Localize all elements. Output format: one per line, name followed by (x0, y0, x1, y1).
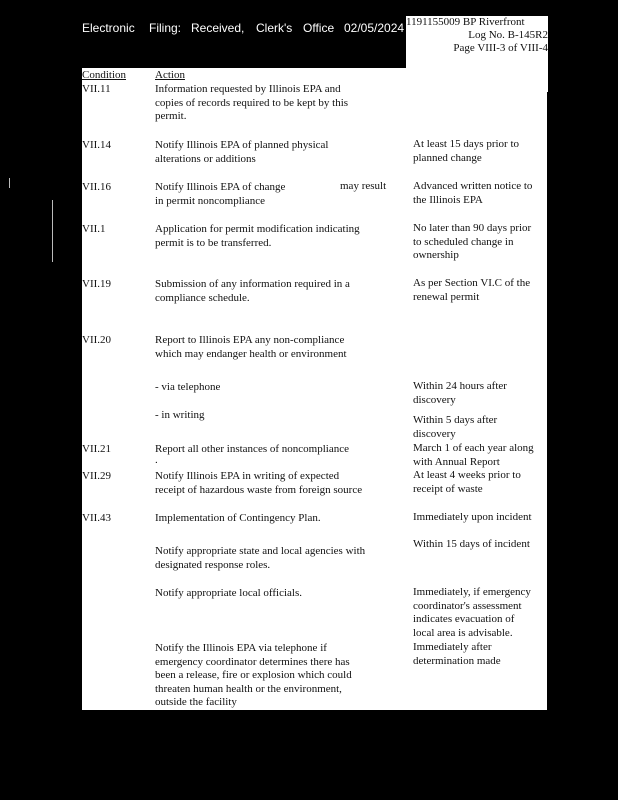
row-due-line: Immediately after (413, 641, 492, 653)
row-due-line: indicates evacuation of (413, 613, 515, 625)
row-action-line: been a release, fire or explosion which could (155, 669, 352, 681)
banner-word: Office (303, 21, 335, 35)
row-condition: VII.11 (82, 83, 111, 95)
row-condition: VII.16 (82, 181, 112, 193)
row-action-line: Notify appropriate local officials. (155, 587, 303, 599)
row-action-line: Notify Illinois EPA in writing of expected (155, 470, 340, 482)
banner-word: Received, (191, 21, 245, 35)
row-action-line: Submission of any information required in a (155, 278, 350, 290)
row-action-line: Application for permit modification indicating (155, 223, 360, 235)
row-condition: VII.43 (82, 512, 112, 524)
row-due-line: ownership (413, 249, 459, 261)
row-action-line: Notify Illinois EPA of planned physical (155, 139, 329, 151)
row-due-line: Advanced written notice to (413, 180, 533, 192)
row-action-line: which may endanger health or environment (155, 347, 347, 360)
banner-date: 02/05/2024 (344, 21, 405, 35)
row-due-line: coordinator's assessment (413, 599, 522, 612)
row-condition: VII.19 (82, 278, 112, 290)
row-action-line: Notify appropriate state and local agencies with (155, 545, 366, 557)
document-header (406, 16, 548, 92)
electronic-filing-banner (0, 0, 410, 68)
column-header-condition: Condition (82, 69, 127, 81)
row-action-line: Report to Illinois EPA any non-compliance (155, 334, 345, 346)
row-action-line: receipt of hazardous waste from foreign source (155, 483, 363, 496)
row-due-line: to scheduled change in (413, 235, 514, 248)
row-due-line: Immediately, if emergency (413, 586, 531, 598)
row-action-line: emergency coordinator determines there has (155, 655, 350, 668)
row-due-line: No later than 90 days prior (413, 222, 532, 234)
row-action-line: permit. (155, 110, 187, 122)
row-action-line: permit is to be transferred. (155, 236, 272, 249)
row-action-line: in permit noncompliance (155, 194, 265, 207)
row-action-line: designated response roles. (155, 558, 271, 571)
row-due-line: At least 15 days prior to (413, 138, 520, 150)
document-page (82, 68, 547, 710)
scan-artifact-left-small (9, 178, 10, 188)
row-action-line: may result (340, 180, 387, 192)
row-action-line: threaten human health or the environment, (155, 682, 342, 695)
row-due-line: As per Section VI.C of the (413, 277, 531, 289)
row-due-line: local area is advisable. (413, 626, 513, 639)
row-action-line: compliance schedule. (155, 291, 250, 304)
row-due-line: the Illinois EPA (413, 193, 483, 206)
row-due-line: Within 5 days after (413, 414, 498, 426)
row-due-line: Within 15 days of incident (413, 538, 530, 550)
row-due-line: with Annual Report (413, 455, 500, 468)
row-action-line: copies of records required to be kept by this (155, 96, 349, 109)
row-condition: VII.20 (82, 334, 112, 346)
column-header-action: Action (155, 69, 185, 81)
header-page-number: Page VIII-3 of VIII-4 (453, 42, 548, 54)
banner-word: Clerk's (256, 21, 293, 35)
row-due-line: Immediately upon incident (413, 511, 532, 523)
banner-word: Electronic (82, 21, 135, 35)
row-condition: VII.21 (82, 443, 112, 455)
row-action-line: - in writing (155, 409, 205, 421)
row-action-line: . (155, 454, 158, 466)
header-log-number: Log No. B-145R2 (468, 29, 548, 41)
row-due-line: determination made (413, 654, 501, 667)
row-due-line: renewal permit (413, 290, 480, 303)
row-action-line: Information requested by Illinois EPA and (155, 83, 341, 95)
row-condition: VII.1 (82, 223, 106, 235)
row-due-line: Within 24 hours after (413, 380, 507, 392)
row-action-line: Report all other instances of noncompliance (155, 443, 349, 455)
row-action-line: - via telephone (155, 381, 221, 393)
row-action-line: Notify the Illinois EPA via telephone if (155, 642, 327, 654)
row-action-line: outside the facility (155, 696, 237, 708)
header-id-line: 1191155009 BP Riverfront (406, 16, 525, 28)
row-action-line: Notify Illinois EPA of change (155, 181, 286, 193)
banner-word: Filing: (149, 21, 182, 35)
row-due-line: receipt of waste (413, 482, 483, 495)
row-due-line: discovery (413, 427, 456, 440)
row-due-line: discovery (413, 393, 456, 406)
row-due-line: At least 4 weeks prior to (413, 469, 521, 481)
row-condition: VII.29 (82, 470, 112, 482)
row-due-line: planned change (413, 151, 482, 164)
scan-artifact-left (52, 200, 53, 262)
row-action-line: alterations or additions (155, 152, 256, 165)
row-condition: VII.14 (82, 139, 112, 151)
row-due-line: March 1 of each year along (413, 442, 534, 454)
row-action-line: Implementation of Contingency Plan. (155, 512, 321, 524)
